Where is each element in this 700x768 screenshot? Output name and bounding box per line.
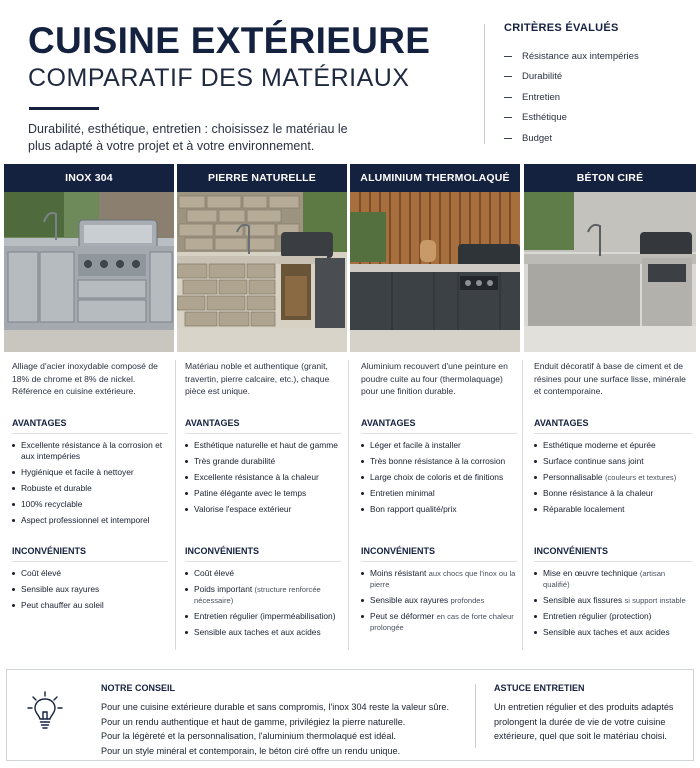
advantages-list (361, 440, 517, 534)
criteria-item: Durabilité (504, 67, 639, 88)
conseil-line: Pour un style minéral et contemporain, le béton ciré offre un rendu unique. (101, 745, 401, 756)
drawbacks-title: INCONVÉNIENTS (534, 546, 609, 556)
list-item: Léger et facile à installer (361, 440, 517, 451)
criteria-item: Entretien (504, 87, 639, 108)
section-rule (534, 561, 692, 562)
column-inox (12, 360, 168, 616)
list-item: Peut chauffer au soleil (12, 600, 168, 611)
list-item: Moins résistant aux chocs que l'inox ou la pierre (361, 568, 517, 590)
criteria-title: CRITÈRES ÉVALUÉS (504, 22, 619, 34)
list-item: Aspect professionnel et intemporel (12, 515, 168, 526)
list-item: Bon rapport qualité/prix (361, 504, 517, 515)
material-description: Aluminium recouvert d'une peinture en poudre cuite au four (thermolaquage) pour une finition durable. (361, 361, 508, 396)
advantages-list (12, 440, 168, 534)
astuce-text: Un entretien régulier et des produits adaptés prolongent la durée de vie de votre cuisine extérieure, quel que soit le matériau choisi. (494, 702, 674, 741)
list-item: Sensible aux rayures profondes (361, 595, 517, 606)
column-header-beton: BÉTON CIRÉ (524, 164, 696, 192)
section-rule (12, 433, 168, 434)
list-item: Esthétique moderne et épurée (534, 440, 692, 451)
section-rule (534, 433, 692, 434)
column-beton (534, 360, 692, 643)
column-separator (522, 360, 523, 650)
list-item: Sensible aux rayures (12, 584, 168, 595)
criteria-item: Budget (504, 128, 639, 149)
advantages-title: AVANTAGES (534, 418, 589, 428)
drawbacks-list (534, 568, 692, 638)
section-rule (185, 561, 341, 562)
dash-icon (504, 97, 512, 98)
drawbacks-list (12, 568, 168, 611)
list-item: Réparable localement (534, 504, 692, 515)
list-item: Patine élégante avec le temps (185, 488, 341, 499)
list-item: Entretien minimal (361, 488, 517, 499)
drawbacks-title: INCONVÉNIENTS (12, 546, 87, 556)
footer-divider (475, 684, 476, 748)
dash-icon (504, 138, 512, 139)
column-header-inox: INOX 304 (4, 164, 174, 192)
drawbacks-list (185, 568, 341, 638)
list-item: Sensible aux fissures si support instable (534, 595, 692, 606)
column-pierre (185, 360, 341, 643)
section-rule (361, 433, 517, 434)
advantages-list (185, 440, 341, 534)
page-subtitle: COMPARATIF DES MATÉRIAUX (28, 64, 410, 92)
section-rule (185, 433, 341, 434)
column-header-aluminium: ALUMINIUM THERMOLAQUÉ (350, 164, 520, 192)
drawbacks-title: INCONVÉNIENTS (185, 546, 260, 556)
column-aluminium (361, 360, 517, 638)
column-separator (348, 360, 349, 650)
list-item: Très bonne résistance à la corrosion (361, 456, 517, 467)
conseil-title: NOTRE CONSEIL (101, 683, 176, 693)
criteria-divider (484, 24, 485, 144)
material-description: Alliage d'acier inoxydable composé de 18% de chrome et 8% de nickel. Référence en cuisine extérieure. (12, 361, 158, 396)
list-item: Personnalisable (couleurs et textures) (534, 472, 692, 483)
title-underline (29, 107, 99, 110)
list-item: Valorise l'espace extérieur (185, 504, 341, 515)
column-separator (175, 360, 176, 650)
list-item: Hygiénique et facile à nettoyer (12, 467, 168, 478)
page-title: CUISINE EXTÉRIEURE (28, 20, 431, 61)
list-item: Mise en œuvre technique (artisan qualifié) (534, 568, 692, 590)
criteria-item: Esthétique (504, 108, 639, 129)
conseil-text (101, 700, 449, 758)
astuce-title: ASTUCE ENTRETIEN (494, 683, 585, 693)
advantages-title: AVANTAGES (185, 418, 240, 428)
criteria-list (504, 46, 639, 149)
conseil-line: Pour une cuisine extérieure durable et sans compromis, l'inox 304 reste la valeur sûre. (101, 702, 449, 712)
list-item: Large choix de coloris et de finitions (361, 472, 517, 483)
list-item: Excellente résistance à la corrosion et aux intempéries (12, 440, 168, 462)
drawbacks-title: INCONVÉNIENTS (361, 546, 436, 556)
dash-icon (504, 117, 512, 118)
lightbulb-icon (27, 690, 63, 739)
list-item: Bonne résistance à la chaleur (534, 488, 692, 499)
material-description: Matériau noble et authentique (granit, travertin, pierre calcaire, etc.), chaque pièce est unique. (185, 361, 330, 396)
list-item: 100% recyclable (12, 499, 168, 510)
advantages-title: AVANTAGES (361, 418, 416, 428)
inox-kitchen-photo (4, 192, 174, 352)
criteria-item: Résistance aux intempéries (504, 46, 639, 67)
list-item: Poids important (structure renforcée nécessaire) (185, 584, 341, 606)
list-item: Coût élevé (12, 568, 168, 579)
list-item: Robuste et durable (12, 483, 168, 494)
list-item: Peut se déformer en cas de forte chaleur prolongée (361, 611, 517, 633)
list-item: Excellente résistance à la chaleur (185, 472, 341, 483)
advice-box (6, 669, 694, 761)
list-item: Entretien régulier (imperméabilisation) (185, 611, 341, 622)
section-rule (12, 561, 168, 562)
drawbacks-list (361, 568, 517, 633)
intro-text: Durabilité, esthétique, entretien : choisissez le matériau le plus adapté à votre projet et à votre environnement. (28, 122, 348, 153)
list-item: Sensible aux taches et aux acides (185, 627, 341, 638)
column-header-pierre: PIERRE NATURELLE (177, 164, 347, 192)
advantages-title: AVANTAGES (12, 418, 67, 428)
list-item: Esthétique naturelle et haut de gamme (185, 440, 341, 451)
pierre-kitchen-photo (177, 192, 347, 352)
conseil-line: Pour un rendu authentique et haut de gamme, privilégiez la pierre naturelle. (101, 716, 406, 727)
dash-icon (504, 76, 512, 77)
list-item: Sensible aux taches et aux acides (534, 627, 692, 638)
material-description: Enduit décoratif à base de ciment et de résines pour une surface lisse, minérale et contemporaine. (534, 361, 686, 396)
beton-kitchen-photo (524, 192, 696, 352)
list-item: Entretien régulier (protection) (534, 611, 692, 622)
list-item: Surface continue sans joint (534, 456, 692, 467)
section-rule (361, 561, 517, 562)
list-item: Coût élevé (185, 568, 341, 579)
conseil-line: Pour la légèreté et la personnalisation, l'aluminium thermolaqué est idéal. (101, 731, 396, 741)
advantages-list (534, 440, 692, 534)
dash-icon (504, 56, 512, 57)
aluminium-kitchen-photo (350, 192, 520, 352)
list-item: Très grande durabilité (185, 456, 341, 467)
